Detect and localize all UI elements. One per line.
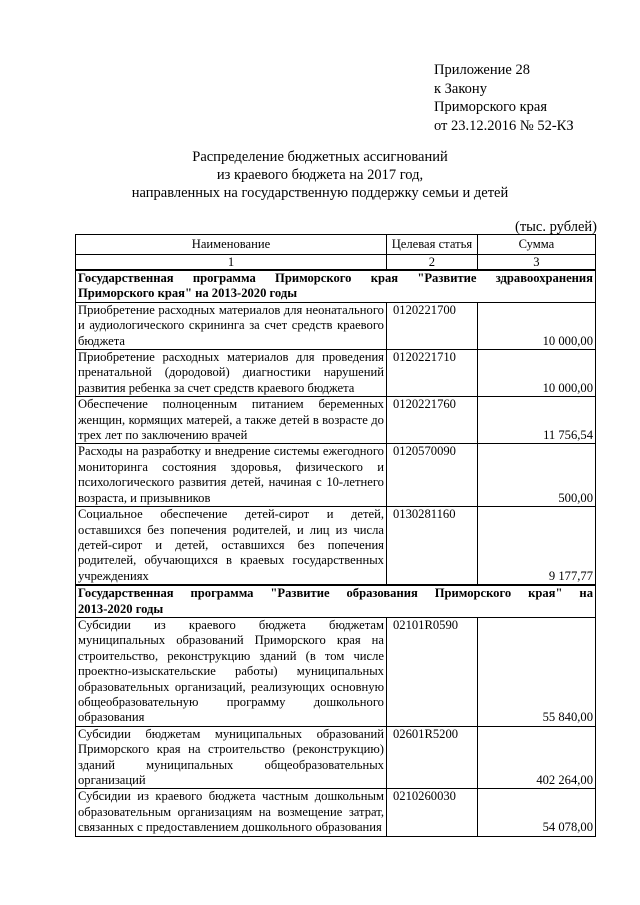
row-name: Субсидии из краевого бюджета частным дошкольным образовательным организациям на возмещение затрат, связанных с предоставлением дошкольного образования <box>76 789 387 836</box>
units-label: (тыс. рублей) <box>515 219 597 235</box>
row-sum: 9 177,77 <box>477 507 595 586</box>
table-row <box>76 350 596 397</box>
row-code: 02101R0590 <box>386 617 477 726</box>
row-code: 0120221760 <box>386 397 477 444</box>
row-sum: 11 756,54 <box>477 397 595 444</box>
table-row <box>76 507 596 586</box>
row-sum: 10 000,00 <box>477 302 595 349</box>
row-code: 0120570090 <box>386 444 477 507</box>
program-row-education <box>76 585 596 617</box>
title-line-1: Распределение бюджетных ассигнований <box>192 149 448 165</box>
row-name: Субсидии бюджетам муниципальных образований Приморского края на строительство (реконструкцию) зданий муниципальных общеобразовательных организаций <box>76 726 387 789</box>
budget-table <box>75 234 596 837</box>
row-sum: 54 078,00 <box>477 789 595 836</box>
appendix-law: к Закону <box>434 80 487 97</box>
row-name: Приобретение расходных материалов для неонатального и аудиологического скрининга за счет средств краевого бюджета <box>76 302 387 349</box>
row-sum: 402 264,00 <box>477 726 595 789</box>
table-row <box>76 302 596 349</box>
row-name: Социальное обеспечение детей-сирот и детей, оставшихся без попечения родителей, и лиц из числа детей-сирот и детей, оставшихся без попечения родителей, обучающихся в краевых государственных учреждениях <box>76 507 387 586</box>
appendix-date: от 23.12.2016 № 52-КЗ <box>434 117 574 134</box>
row-sum: 10 000,00 <box>477 350 595 397</box>
row-code: 0130281160 <box>386 507 477 586</box>
row-code: 02601R5200 <box>386 726 477 789</box>
row-code: 0210260030 <box>386 789 477 836</box>
col-number-2: 2 <box>386 255 477 271</box>
row-code: 0120221700 <box>386 302 477 349</box>
col-number-1: 1 <box>76 255 387 271</box>
program-row-health <box>76 270 596 302</box>
table-row <box>76 726 596 789</box>
appendix-region: Приморского края <box>434 99 548 115</box>
table-row <box>76 789 596 836</box>
table-row <box>76 444 596 507</box>
document-title <box>0 148 640 202</box>
col-number-3: 3 <box>477 255 595 271</box>
title-line-3: направленных на государственную поддержку семьи и детей <box>131 185 509 201</box>
program-title: Государственная программа Приморского края "Развитие здравоохранения Приморского края" на 2013-2020 годы <box>76 270 596 302</box>
title-line-2: из краевого бюджета на 2017 год, <box>216 167 424 183</box>
appendix-header <box>434 61 574 135</box>
row-name: Обеспечение полноценным питанием беременных женщин, кормящих матерей, а также детей в возрасте до трех лет по заключению врачей <box>76 397 387 444</box>
row-sum: 500,00 <box>477 444 595 507</box>
row-code: 0120221710 <box>386 350 477 397</box>
appendix-number: Приложение 28 <box>434 62 530 78</box>
row-name: Расходы на разработку и внедрение системы ежегодного мониторинга состояния здоровья, физического и психологического развития детей, начиная с 10-летнего возраста, и призывников <box>76 444 387 507</box>
col-header-sum: Сумма <box>477 235 595 255</box>
col-header-name: Наименование <box>76 235 387 255</box>
program-title: Государственная программа "Развитие образования Приморского края" на 2013-2020 годы <box>76 585 596 617</box>
table-row <box>76 397 596 444</box>
col-header-code: Целевая статья <box>386 235 477 255</box>
table-row <box>76 617 596 726</box>
row-name: Приобретение расходных материалов для проведения пренатальной (дородовой) диагностики нарушений развития ребенка за счет средств краевого бюджета <box>76 350 387 397</box>
row-name: Субсидии из краевого бюджета бюджетам муниципальных образований Приморского края на строительство, реконструкцию зданий (в том числе проектно-изыскательские работы) муниципальных образовательных организаций, реализующих основную общеобразовательную программу дошкольного образования <box>76 617 387 726</box>
row-sum: 55 840,00 <box>477 617 595 726</box>
